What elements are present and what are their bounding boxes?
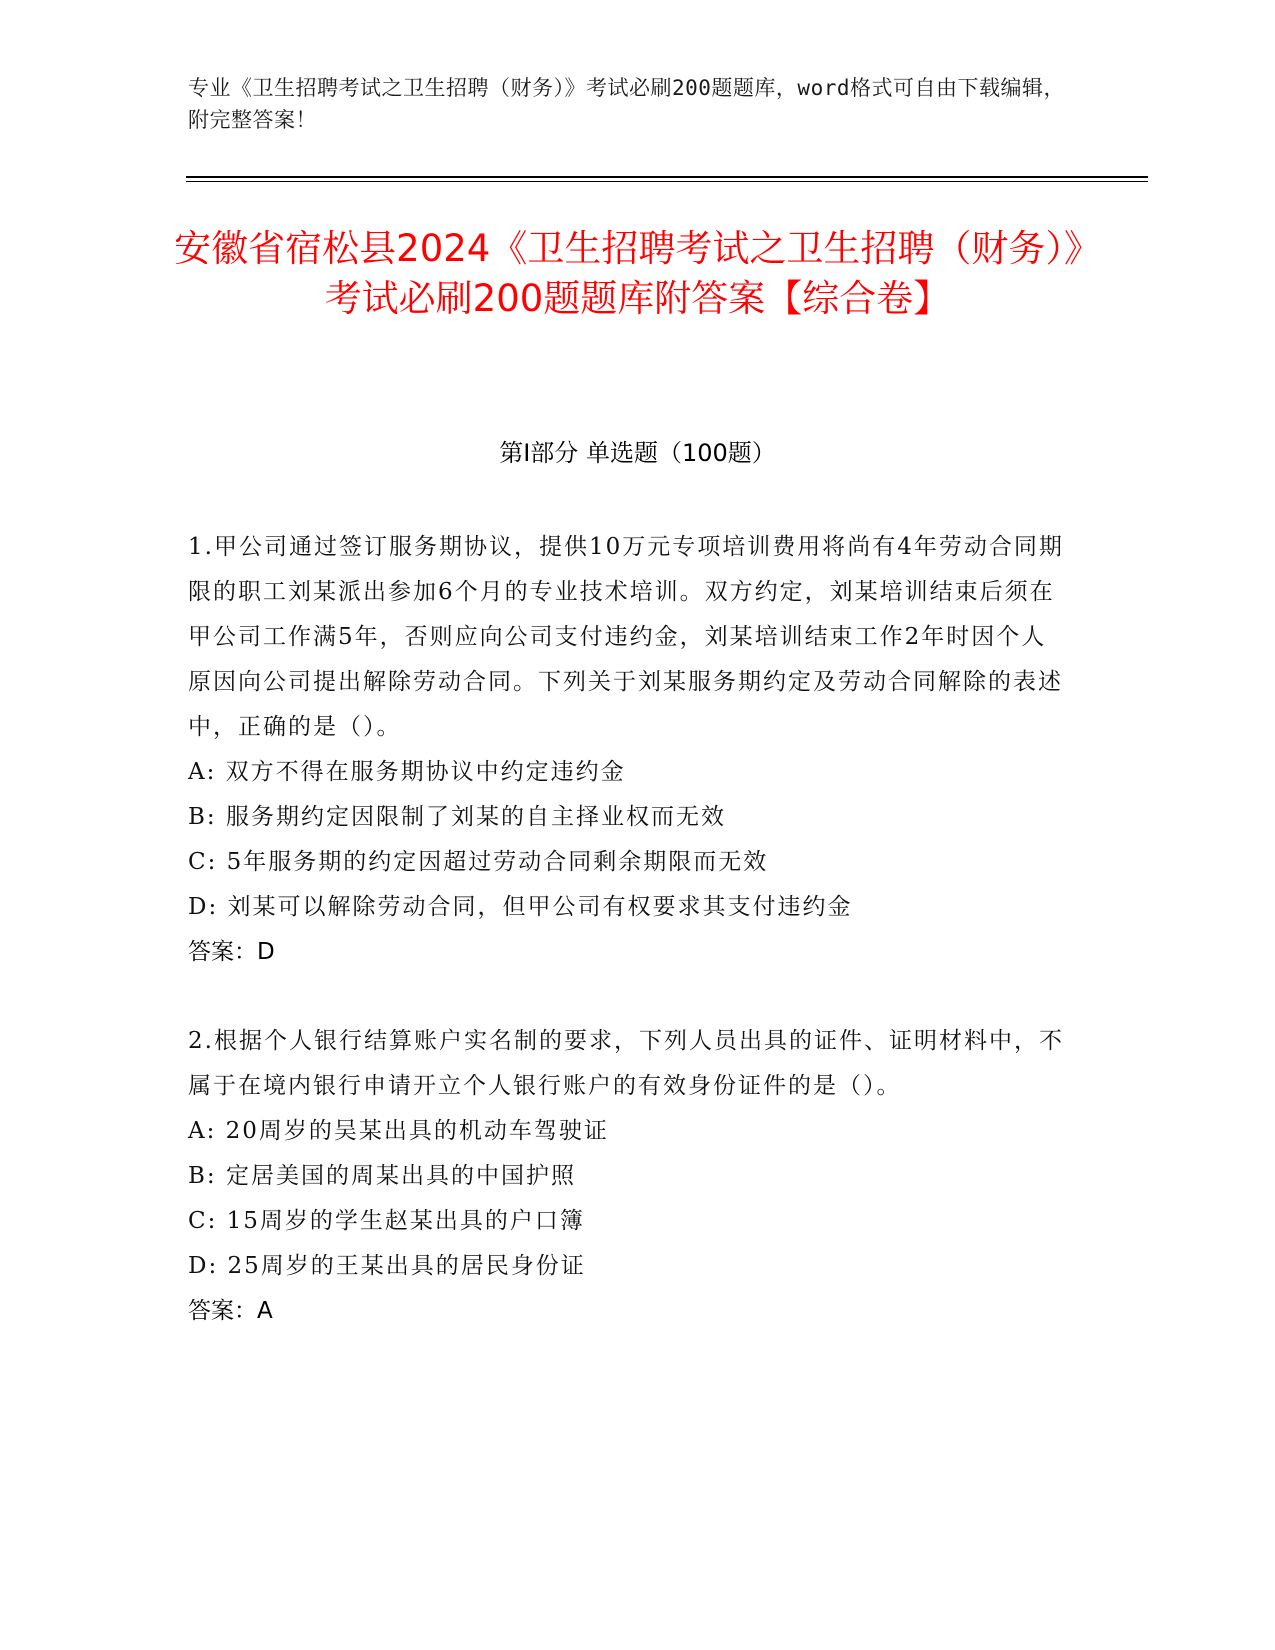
option-a: A: 双方不得在服务期协议中约定违约金 <box>188 759 626 785</box>
option-c: C: 5年服务期的约定因超过劳动合同剩余期限而无效 <box>188 849 769 875</box>
option-c: C: 15周岁的学生赵某出具的户口簿 <box>188 1208 585 1234</box>
question-stem: 1.甲公司通过签订服务期协议，提供10万元专项培训费用将尚有4年劳动合同期限的职工刘某派出参加6个月的专业技术培训。双方约定，刘某培训结束后须在甲公司工作满5年，否则应向公司支付违约金，刘某培训结束工作2年时因个人原因向公司提出解除劳动合同。下列关于刘某服务期约定及劳动合同解除的表述中，正确的是（）。 <box>188 534 1064 740</box>
question-stem: 2.根据个人银行结算账户实名制的要求，下列人员出具的证件、证明材料中，不属于在境内银行申请开立个人银行账户的有效身份证件的是（）。 <box>188 1028 1064 1099</box>
option-d: D: 25周岁的王某出具的居民身份证 <box>188 1253 586 1279</box>
option-b: B: 定居美国的周某出具的中国护照 <box>188 1163 576 1189</box>
header-divider-thick <box>186 176 1148 178</box>
option-d: D: 刘某可以解除劳动合同，但甲公司有权要求其支付违约金 <box>188 894 853 920</box>
option-b: B: 服务期约定因限制了刘某的自主择业权而无效 <box>188 804 726 830</box>
answer: 答案：A <box>188 1298 273 1324</box>
question-2 <box>188 1019 1068 1334</box>
section-heading: 第I部分 单选题（100题） <box>499 439 776 467</box>
option-a: A: 20周岁的吴某出具的机动车驾驶证 <box>188 1118 609 1144</box>
question-list <box>188 525 1068 1378</box>
question-1 <box>188 525 1068 975</box>
document-title: 安徽省宿松县2024《卫生招聘考试之卫生招聘（财务）》考试必刷200题题库附答案【综合卷】 <box>174 227 1101 320</box>
header-note: 专业《卫生招聘考试之卫生招聘（财务）》考试必刷200题题库，word格式可自由下载编辑，附完整答案！ <box>188 76 1065 132</box>
answer: 答案：D <box>188 939 275 965</box>
header-divider-thin <box>186 181 1148 182</box>
